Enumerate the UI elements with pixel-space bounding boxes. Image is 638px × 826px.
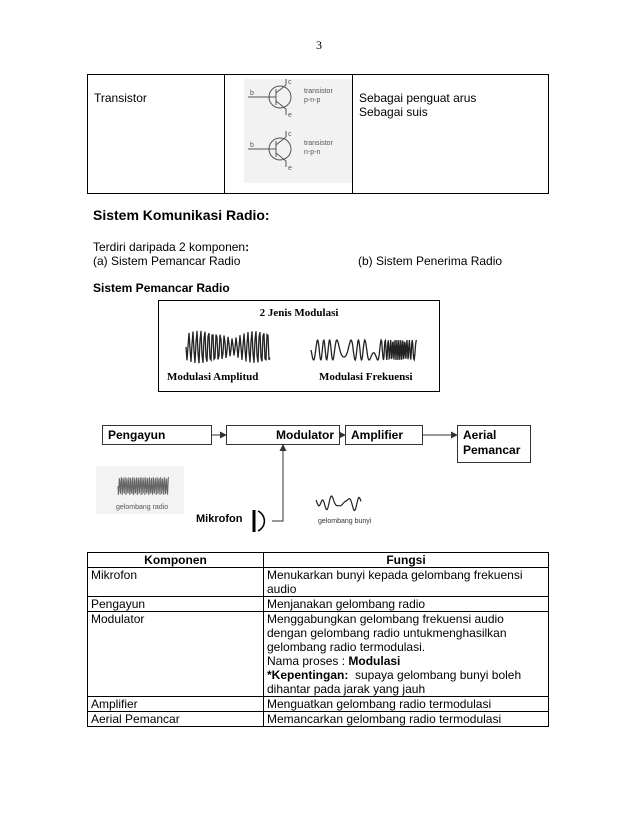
fungsi-cell [264,712,549,727]
kepentingan-label: *Kepentingan: [267,668,349,682]
arrow-mikrofon-modulator [272,445,283,521]
fungsi-line: Menguatkan gelombang radio termodulasi [267,697,492,711]
header-komponen: Komponen [88,553,264,568]
npn-b-label: b [250,142,254,149]
block-aerial-label-2: Pemancar [463,443,521,457]
komponen-cell: Aerial Pemancar [88,712,264,727]
table-row [88,712,549,727]
pnp-label2: p-n-p [304,97,321,104]
fungsi-line: Memancarkan gelombang radio termodulasi [267,712,502,726]
mikrofon-label: Mikrofon [196,513,243,525]
block-modulator-label: Modulator [276,428,334,442]
table-row [88,597,549,612]
npn-label1: transistor [304,140,333,147]
proses-line [267,654,545,668]
kepentingan-line [267,668,545,682]
modulation-title: 2 Jenis Modulasi [259,307,339,319]
pnp-e-label: e [288,112,292,119]
table-row [88,568,549,597]
fungsi-cell [264,612,549,697]
header-fungsi: Fungsi [264,553,549,568]
transistor-use-1: Sebagai penguat arus [359,91,477,105]
block-amplifier-label: Amplifier [351,428,404,442]
fungsi-cell [264,568,549,597]
komponen-cell: Mikrofon [88,568,264,597]
sound-wave [316,496,361,511]
fungsi-cell [264,597,549,612]
fungsi-cell [264,697,549,712]
transistor-use-2: Sebagai suis [359,105,428,119]
sound-wave-caption: gelombang bunyi [318,518,372,525]
fungsi-line: Menukarkan bunyi kepada gelombang frekuensi [267,568,523,582]
sub-title: Sistem Pemancar Radio [93,281,230,295]
fungsi-line: Menjanakan gelombang radio [267,597,426,611]
kepentingan-line-2: dihantar pada jarak yang jauh [267,682,426,696]
npn-e-label: e [288,165,292,172]
option-b: (b) Sistem Penerima Radio [358,254,503,268]
am-label: Modulasi Amplitud [167,371,259,383]
table-header-row [88,553,549,568]
page-number: 3 [316,38,322,52]
table-row [88,697,549,712]
komponen-cell: Pengayun [88,597,264,612]
intro-colon: : [245,240,250,254]
proses-label: Nama proses : [267,654,349,668]
proses-value: Modulasi [348,654,401,668]
fungsi-line: gelombang radio termodulasi. [267,640,426,654]
npn-c-label: c [288,131,292,138]
fungsi-line: audio [267,582,297,596]
option-a: (a) Sistem Pemancar Radio [93,254,241,268]
table-row [88,612,549,697]
mikrofon-icon [258,511,264,531]
komponen-cell: Amplifier [88,697,264,712]
block-aerial-label-1: Aerial [463,428,497,442]
pnp-b-label: b [250,90,254,97]
function-table [87,552,549,727]
block-pengayun-label: Pengayun [108,428,166,442]
transistor-name: Transistor [94,91,147,105]
fm-label: Modulasi Frekuensi [319,371,413,383]
komponen-cell: Modulator [88,612,264,697]
fungsi-line: dengan gelombang radio untukmenghasilkan [267,626,507,640]
intro-body: Terdiri daripada 2 komponen [93,240,246,254]
radio-wave-caption: gelombang radio [116,504,169,511]
npn-label2: n-p-n [304,149,321,156]
pnp-c-label: c [288,79,292,86]
kepentingan-text: supaya gelombang bunyi boleh [348,668,522,682]
section-title: Sistem Komunikasi Radio: [93,207,270,223]
fungsi-line: Menggabungkan gelombang frekuensi audio [267,612,504,626]
pnp-label1: transistor [304,88,333,95]
